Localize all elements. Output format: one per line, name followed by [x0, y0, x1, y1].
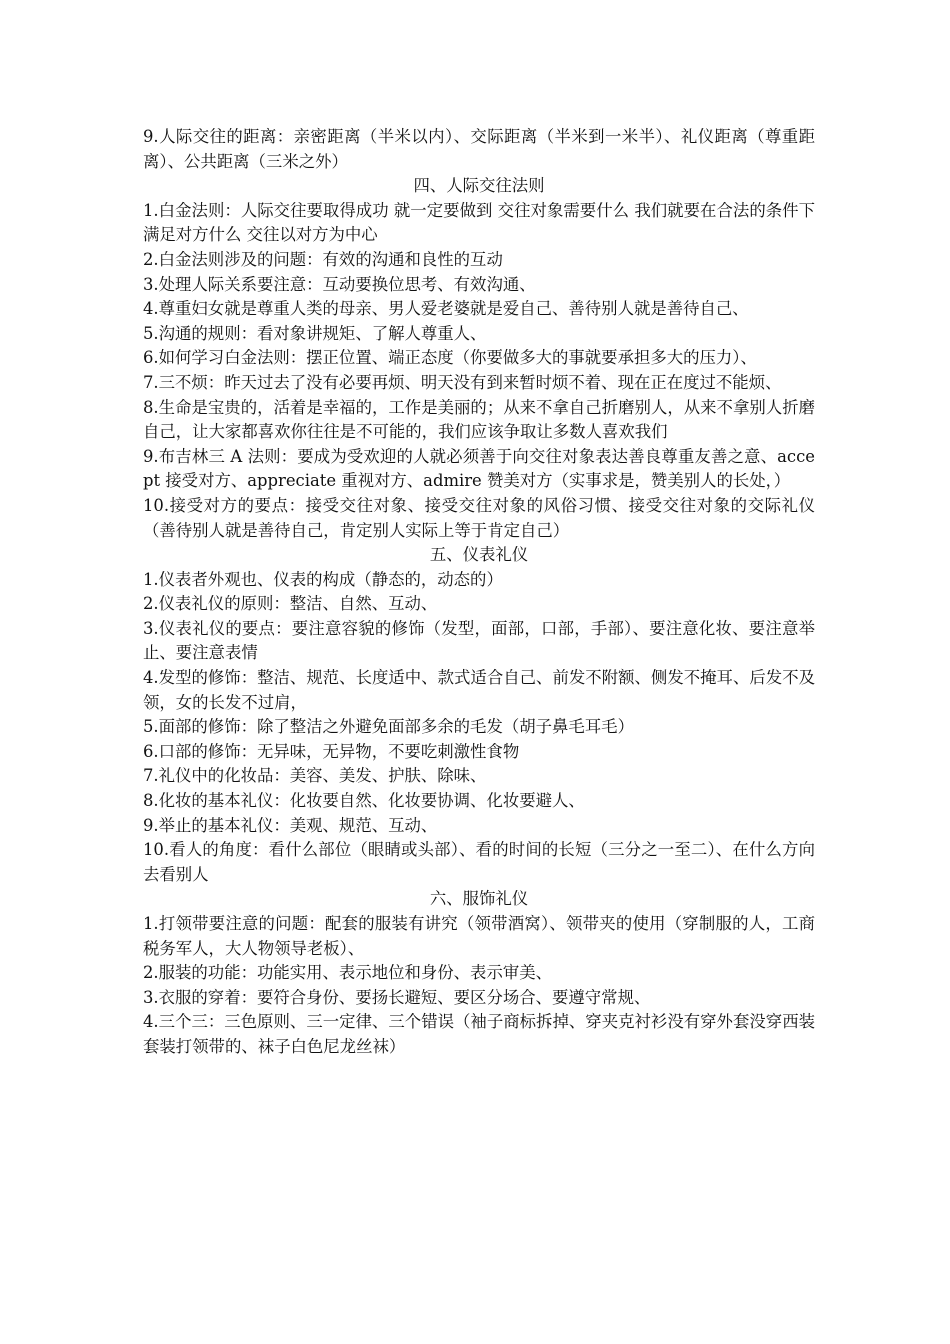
paragraph: 2.服装的功能：功能实用、表示地位和身份、表示审美、: [143, 963, 553, 983]
paragraph: 9.布吉林三 A 法则：要成为受欢迎的人就必须善于向交往对象表达善良尊重友善之意、accept 接受对方、appreciate 重视对方、admire 赞美对方（实事求是，赞美别人的长处，）: [143, 446, 815, 491]
paragraph: 6.口部的修饰：无异味，无异物，不要吃刺激性食物: [143, 741, 520, 761]
paragraph: 7.三不烦：昨天过去了没有必要再烦、明天没有到来暂时烦不着、现在正在度过不能烦、: [143, 372, 782, 392]
paragraph: 9.举止的基本礼仪：美观、规范、互动、: [143, 815, 438, 835]
paragraph: 1.打领带要注意的问题：配套的服装有讲究（领带酒窝）、领带夹的使用（穿制服的人，工商税务军人，大人物领导老板）、: [143, 914, 815, 958]
section-heading: 六、服饰礼仪: [429, 889, 529, 909]
paragraph: 10.看人的角度：看什么部位（眼睛或头部）、看的时间的长短（三分之一至二）、在什么方向去看别人: [143, 840, 815, 884]
paragraph: 8.化妆的基本礼仪：化妆要自然、化妆要协调、化妆要避人、: [143, 791, 585, 811]
section-heading: 四、人际交往法则: [413, 176, 545, 196]
paragraph: 4.三个三：三色原则、三一定律、三个错误（袖子商标拆掉、穿夹克衬衫没有穿外套没穿西装套装打领带的、袜子白色尼龙丝袜）: [143, 1012, 815, 1056]
paragraph: 2.白金法则涉及的问题：有效的沟通和良性的互动: [143, 249, 503, 269]
document-body: [143, 125, 815, 1060]
paragraph: 5.面部的修饰：除了整洁之外避免面部多余的毛发（胡子鼻毛耳毛）: [143, 717, 634, 737]
paragraph: 2.仪表礼仪的原则：整洁、自然、互动、: [143, 594, 438, 614]
paragraph: 9.人际交往的距离：亲密距离（半米以内）、交际距离（半米到一米半）、礼仪距离（尊重距离）、公共距离（三米之外）: [143, 127, 815, 171]
paragraph: 1.仪表者外观也、仪表的构成（静态的，动态的）: [143, 569, 503, 589]
paragraph: 8.生命是宝贵的，活着是幸福的，工作是美丽的；从来不拿自己折磨别人，从来不拿别人折磨自己，让大家都喜欢你往往是不可能的，我们应该争取让多数人喜欢我们: [143, 397, 815, 442]
paragraph: 4.发型的修饰：整洁、规范、长度适中、款式适合自己、前发不附额、侧发不掩耳、后发不及领，女的长发不过肩，: [143, 668, 815, 712]
paragraph: 6.如何学习白金法则：摆正位置、端正态度（你要做多大的事就要承担多大的压力）、: [143, 348, 757, 368]
paragraph: 3.衣服的穿着：要符合身份、要扬长避短、要区分场合、要遵守常规、: [143, 987, 651, 1007]
paragraph: 1.白金法则：人际交往要取得成功 就一定要做到 交往对象需要什么 我们就要在合法的条件下满足对方什么 交往以对方为中心: [143, 200, 815, 245]
paragraph: 5.沟通的规则：看对象讲规矩、了解人尊重人、: [143, 323, 487, 343]
paragraph: 7.礼仪中的化妆品：美容、美发、护肤、除味、: [143, 766, 487, 786]
paragraph: 3.处理人际关系要注意：互动要换位思考、有效沟通、: [143, 274, 536, 294]
paragraph: 4.尊重妇女就是尊重人类的母亲、男人爱老婆就是爱自己、善待别人就是善待自己、: [143, 299, 749, 319]
paragraph: 10.接受对方的要点：接受交往对象、接受交往对象的风俗习惯、接受交往对象的交际礼仪（善待别人就是善待自己，肯定别人实际上等于肯定自己）: [143, 495, 815, 540]
section-heading: 五、仪表礼仪: [429, 545, 529, 565]
paragraph: 3.仪表礼仪的要点：要注意容貌的修饰（发型，面部，口部，手部）、要注意化妆、要注意举止、要注意表情: [143, 618, 815, 663]
